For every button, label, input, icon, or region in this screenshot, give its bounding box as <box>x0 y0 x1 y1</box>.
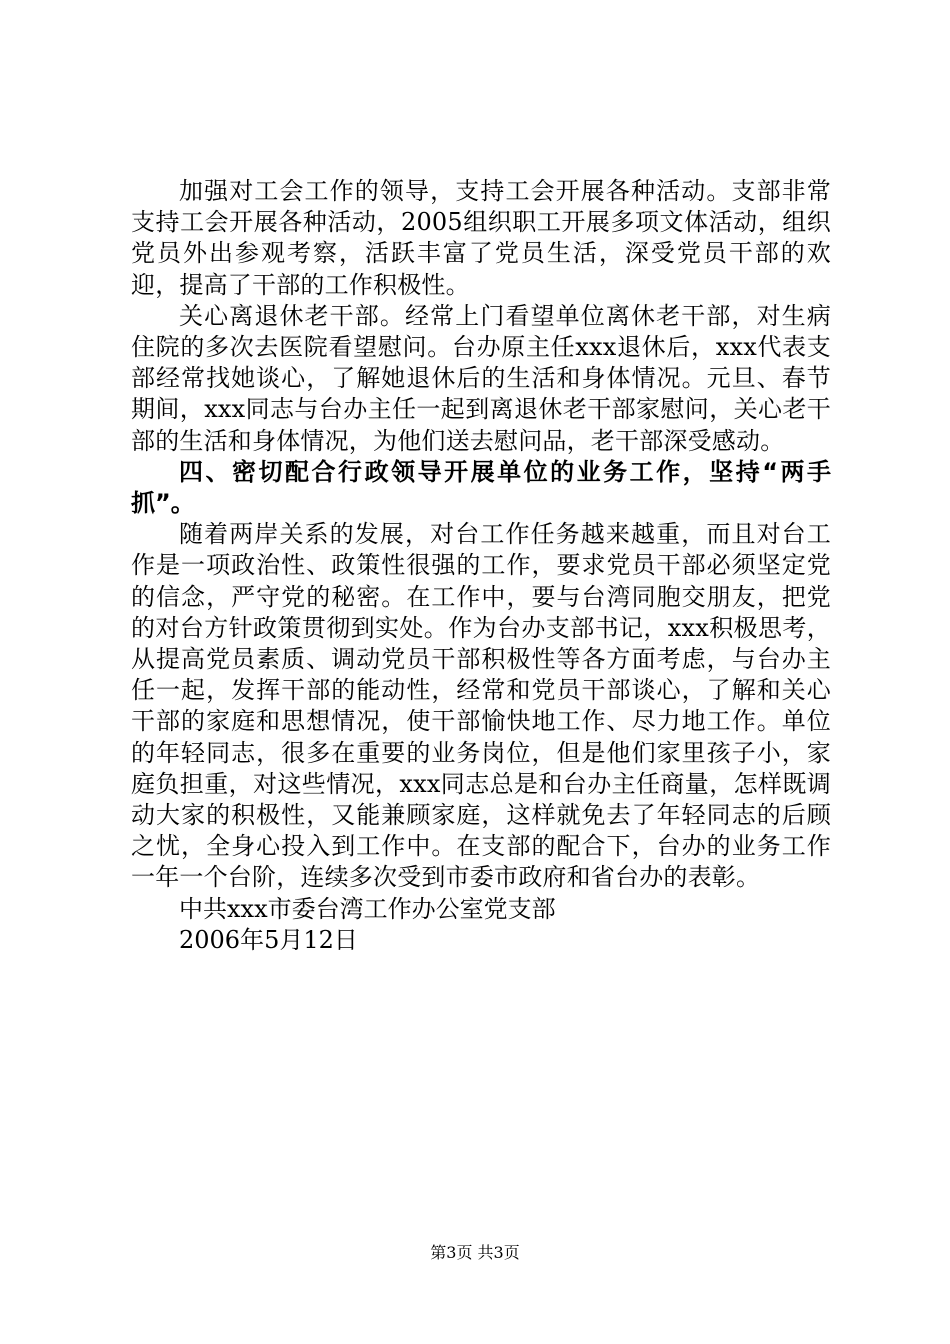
section-heading: 四、密切配合行政领导开展单位的业务工作，坚持“两手抓”。 <box>131 457 831 518</box>
signature-organization: 中共xxx市委台湾工作办公室党支部 <box>179 894 556 923</box>
paragraph-trade-union: 加强对工会工作的领导，支持工会开展各种活动。支部非常支持工会开展各种活动，2005组织职工开展多项文体活动，组织党员外出参观考察，活跃丰富了党员生活，深受党员干部的欢迎，提高了干部的工作积极性。 <box>131 177 831 299</box>
signature-date: 2006年5月12日 <box>179 925 358 954</box>
document-body <box>131 176 831 956</box>
paragraph-retired-cadres: 关心离退休老干部。经常上门看望单位离休老干部，对生病住院的多次去医院看望慰问。台办原主任xxx退休后，xxx代表支部经常找她谈心，了解她退休后的生活和身体情况。元旦、春节期间，xxx同志与台办主任一起到离退休老干部家慰问，关心老干部的生活和身体情况，为他们送去慰问品，老干部深受感动。 <box>131 301 831 455</box>
page-footer: 第3页 共3页 <box>430 1243 520 1262</box>
paragraph-business-work: 随着两岸关系的发展，对台工作任务越来越重，而且对台工作是一项政治性、政策性很强的工作，要求党员干部必须坚定党的信念，严守党的秘密。在工作中，要与台湾同胞交朋友，把党的对台方针政策贯彻到实处。作为台办支部书记，xxx积极思考，从提高党员素质、调动党员干部积极性等各方面考虑，与台办主任一起，发挥干部的能动性，经常和党员干部谈心，了解和关心干部的家庭和思想情况，使干部愉快地工作、尽力地工作。单位的年轻同志，很多在重要的业务岗位，但是他们家里孩子小，家庭负担重，对这些情况，xxx同志总是和台办主任商量，怎样既调动大家的积极性，又能兼顾家庭，这样就免去了年轻同志的后顾之忧，全身心投入到工作中。在支部的配合下，台办的业务工作一年一个台阶，连续多次受到市委市政府和省台办的表彰。 <box>131 520 831 892</box>
